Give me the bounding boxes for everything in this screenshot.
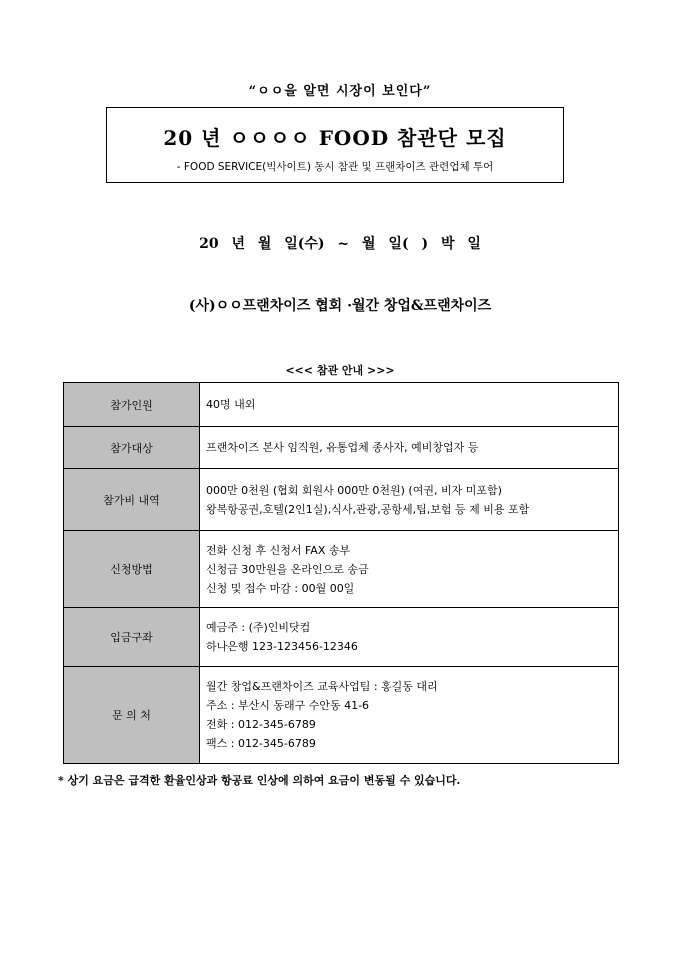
date-line: 20 년 월 일(수) ~ 월 일( ) 박 일 (199, 236, 481, 252)
value-line: 신청 및 접수 마감 : 00월 00일 (206, 581, 355, 595)
guide-heading: <<< 참관 안내 >>> (285, 364, 395, 377)
row-label: 문 의 처 (64, 667, 200, 764)
info-table (63, 382, 619, 764)
page-title: 20 년 ㅇㅇㅇㅇ FOOD 참관단 모집 (163, 126, 507, 150)
page-subtitle: - FOOD SERVICE(빅사이트) 동시 참관 및 프랜차이즈 관련업체 투어 (176, 161, 494, 173)
value-line: 전화 신청 후 신청서 FAX 송부 (206, 543, 351, 557)
slogan: “ㅇㅇ을 알면 시장이 보인다” (248, 84, 432, 99)
organizer-line: (사)ㅇㅇ프랜차이즈 협회 ·월간 창업&프랜차이즈 (188, 298, 492, 314)
value-line: 팩스 : 012-345-6789 (206, 737, 316, 750)
value-line: 왕복항공권,호텔(2인1실),식사,관광,공항세,팁,보험 등 제 비용 포함 (206, 502, 530, 516)
row-value (200, 531, 619, 608)
table-row (64, 427, 619, 469)
value-line: 000만 0천원 (협회 회원사 000만 0천원) (여권, 비자 미포함) (206, 483, 502, 497)
row-label: 입금구좌 (64, 608, 200, 667)
row-label: 참가인원 (64, 383, 200, 427)
value-line: 40명 내외 (206, 398, 256, 411)
row-value (200, 383, 619, 427)
value-line: 신청금 30만원을 온라인으로 송금 (206, 562, 369, 576)
row-label: 신청방법 (64, 531, 200, 608)
value-line: 월간 창업&프랜차이즈 교육사업팀 : 홍길동 대리 (206, 680, 438, 693)
row-label: 참가대상 (64, 427, 200, 469)
row-value (200, 469, 619, 531)
table-row (64, 383, 619, 427)
table-row (64, 469, 619, 531)
table-row (64, 531, 619, 608)
value-line: 하나은행 123-123456-12346 (206, 640, 358, 653)
value-line: 프랜차이즈 본사 임직원, 유통업체 종사자, 예비창업자 등 (206, 441, 479, 454)
value-line: 예금주 : (주)인비닷컴 (206, 621, 311, 634)
row-value (200, 608, 619, 667)
value-line: 주소 : 부산시 동래구 수안동 41-6 (206, 699, 370, 712)
value-line: 전화 : 012-345-6789 (206, 718, 316, 731)
title-box (106, 107, 564, 183)
row-value (200, 427, 619, 469)
table-row (64, 667, 619, 764)
row-label: 참가비 내역 (64, 469, 200, 531)
table-row (64, 608, 619, 667)
row-value (200, 667, 619, 764)
footnote: * 상기 요금은 급격한 환율인상과 항공료 인상에 의하여 요금이 변동될 수 있습니다. (58, 774, 461, 787)
